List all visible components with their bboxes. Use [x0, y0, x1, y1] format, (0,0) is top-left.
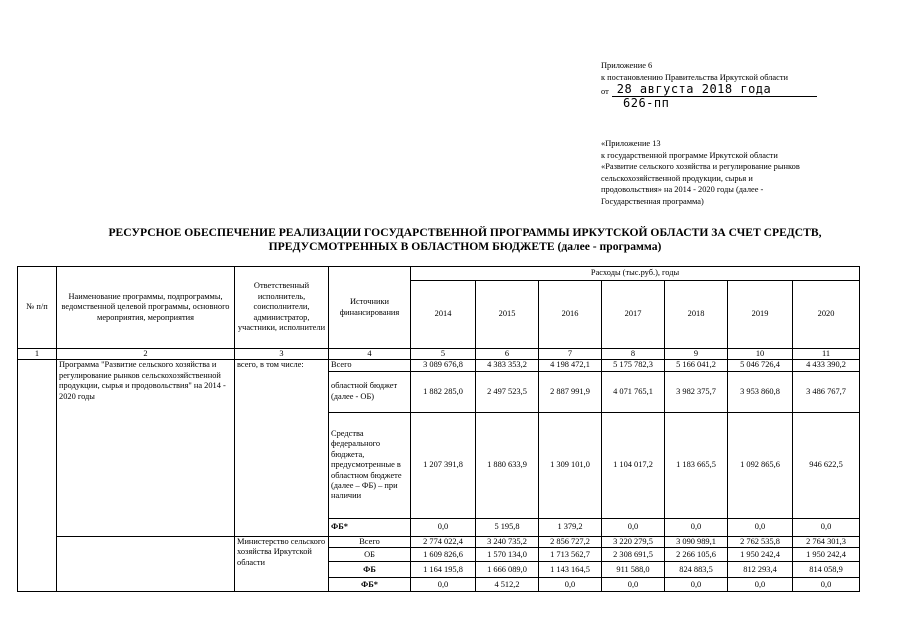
appendix-6-title: Приложение 6	[601, 61, 653, 70]
value-cell: 3 220 279,5	[602, 536, 665, 547]
value-cell: 1 309 101,0	[539, 412, 602, 518]
header-name: Наименование программы, подпрограммы, ведомственной целевой программы, основного мероприятия, мероприятия	[57, 267, 235, 349]
value-cell: 4 198 472,1	[539, 360, 602, 371]
value-cell: 2 497 523,5	[476, 371, 539, 412]
source-cell: ФБ*	[329, 578, 411, 592]
value-cell: 0,0	[539, 578, 602, 592]
value-cell: 1 164 195,8	[411, 562, 476, 578]
value-cell: 0,0	[602, 518, 665, 536]
document-title	[60, 226, 870, 254]
value-cell: 1 882 285,0	[411, 371, 476, 412]
value-cell: 2 764 301,3	[793, 536, 860, 547]
value-cell: 3 090 989,1	[665, 536, 728, 547]
resource-table	[17, 266, 860, 592]
appendix-13-line-4: сельскохозяйственной продукции, сырья и	[601, 173, 753, 183]
value-cell: 3 486 767,7	[793, 371, 860, 412]
decree-date: 28 августа 2018 года	[612, 83, 817, 97]
program-executor: всего, в том числе:	[235, 360, 329, 536]
value-cell: 0,0	[411, 518, 476, 536]
value-cell: 3 089 676,8	[411, 360, 476, 371]
header-year: 2015	[476, 281, 539, 349]
value-cell: 2 774 022,4	[411, 536, 476, 547]
value-cell: 812 293,4	[728, 562, 793, 578]
source-cell: ОБ	[329, 548, 411, 562]
decree-number: 626-пп	[623, 96, 670, 110]
value-cell: 1 950 242,4	[793, 548, 860, 562]
column-number: 6	[476, 349, 539, 360]
value-cell: 0,0	[728, 578, 793, 592]
value-cell: 0,0	[793, 578, 860, 592]
value-cell: 3 953 860,8	[728, 371, 793, 412]
value-cell: 1 143 164,5	[539, 562, 602, 578]
appendix-13-title: «Приложение 13	[601, 139, 661, 148]
column-number: 3	[235, 349, 329, 360]
header-year: 2020	[793, 281, 860, 349]
value-cell: 5 195,8	[476, 518, 539, 536]
appendix-13-line-5: продовольствия» на 2014 - 2020 годы (далее -	[601, 185, 764, 194]
header-year: 2018	[665, 281, 728, 349]
value-cell: 2 308 691,5	[602, 548, 665, 562]
table-row	[18, 536, 860, 547]
table-row	[18, 360, 860, 371]
column-number: 8	[602, 349, 665, 360]
program-name: Программа "Развитие сельского хозяйства и регулирование рынков сельскохозяйственной продукции, сырья и продовольствия" на 2014 - 2020 годы	[57, 360, 235, 536]
value-cell: 1 713 562,7	[539, 548, 602, 562]
appendix-13-block	[601, 138, 851, 207]
value-cell: 5 046 726,4	[728, 360, 793, 371]
value-cell: 1 609 826,6	[411, 548, 476, 562]
column-number: 10	[728, 349, 793, 360]
header-year: 2014	[411, 281, 476, 349]
document-title-line-2: ПРЕДУСМОТРЕННЫХ В ОБЛАСТНОМ БЮДЖЕТЕ (далее - программа)	[268, 240, 662, 253]
value-cell: 2 887 991,9	[539, 371, 602, 412]
value-cell: 2 856 727,2	[539, 536, 602, 547]
value-cell: 1 379,2	[539, 518, 602, 536]
value-cell: 1 950 242,4	[728, 548, 793, 562]
value-cell: 2 762 535,8	[728, 536, 793, 547]
appendix-6-block	[601, 60, 851, 110]
source-cell: Всего	[329, 360, 411, 371]
value-cell: 3 982 375,7	[665, 371, 728, 412]
column-number: 11	[793, 349, 860, 360]
value-cell: 4 383 353,2	[476, 360, 539, 371]
source-cell: областной бюджет (далее - ОБ)	[329, 371, 411, 412]
value-cell: 1 092 865,6	[728, 412, 793, 518]
source-cell: ФБ	[329, 562, 411, 578]
row-number-cell	[18, 360, 57, 592]
ministry-name-cell	[57, 536, 235, 591]
value-cell: 814 058,9	[793, 562, 860, 578]
header-year: 2016	[539, 281, 602, 349]
value-cell: 0,0	[602, 578, 665, 592]
header-row-1	[18, 267, 860, 281]
source-cell: Средства федерального бюджета, предусмотренные в областном бюджете (далее – ФБ) – при наличии	[329, 412, 411, 518]
column-number: 7	[539, 349, 602, 360]
ministry-name: Министерство сельского хозяйства Иркутской области	[235, 536, 329, 591]
source-cell: ФБ*	[329, 518, 411, 536]
value-cell: 1 183 665,5	[665, 412, 728, 518]
column-number: 5	[411, 349, 476, 360]
appendix-13-line-2: к государственной программе Иркутской области	[601, 150, 778, 160]
value-cell: 911 588,0	[602, 562, 665, 578]
value-cell: 824 883,5	[665, 562, 728, 578]
value-cell: 5 166 041,2	[665, 360, 728, 371]
column-number: 2	[57, 349, 235, 360]
header-year: 2019	[728, 281, 793, 349]
value-cell: 1 104 017,2	[602, 412, 665, 518]
value-cell: 0,0	[793, 518, 860, 536]
header-num: № п/п	[18, 267, 57, 349]
document-title-line-1: РЕСУРСНОЕ ОБЕСПЕЧЕНИЕ РЕАЛИЗАЦИИ ГОСУДАРСТВЕННОЙ ПРОГРАММЫ ИРКУТСКОЙ ОБЛАСТИ ЗА СЧЕТ СРЕДСТВ,	[108, 226, 822, 239]
value-cell: 946 622,5	[793, 412, 860, 518]
value-cell: 0,0	[665, 518, 728, 536]
column-number: 9	[665, 349, 728, 360]
value-cell: 4 433 390,2	[793, 360, 860, 371]
appendix-6-decree-ref: к постановлению Правительства Иркутской области	[601, 72, 789, 82]
column-number-row	[18, 349, 860, 360]
header-year: 2017	[602, 281, 665, 349]
decree-from-label: от	[601, 86, 609, 96]
value-cell: 0,0	[665, 578, 728, 592]
value-cell: 1 880 633,9	[476, 412, 539, 518]
value-cell: 1 666 089,0	[476, 562, 539, 578]
value-cell: 0,0	[411, 578, 476, 592]
appendix-13-line-6: Государственная программа)	[601, 196, 704, 206]
column-number: 1	[18, 349, 57, 360]
header-executor: Ответственный исполнитель, соисполнители, администратор, участники, исполнители	[235, 267, 329, 349]
value-cell: 5 175 782,3	[602, 360, 665, 371]
source-cell: Всего	[329, 536, 411, 547]
column-number: 4	[329, 349, 411, 360]
decree-date-line	[601, 83, 851, 97]
value-cell: 0,0	[728, 518, 793, 536]
value-cell: 1 207 391,8	[411, 412, 476, 518]
value-cell: 4 512,2	[476, 578, 539, 592]
header-expenses: Расходы (тыс.руб.), годы	[411, 267, 860, 281]
value-cell: 4 071 765,1	[602, 371, 665, 412]
header-source: Источники финансирования	[329, 267, 411, 349]
value-cell: 1 570 134,0	[476, 548, 539, 562]
value-cell: 3 240 735,2	[476, 536, 539, 547]
appendix-13-line-3: «Развитие сельского хозяйства и регулирование рынков	[601, 162, 800, 171]
value-cell: 2 266 105,6	[665, 548, 728, 562]
